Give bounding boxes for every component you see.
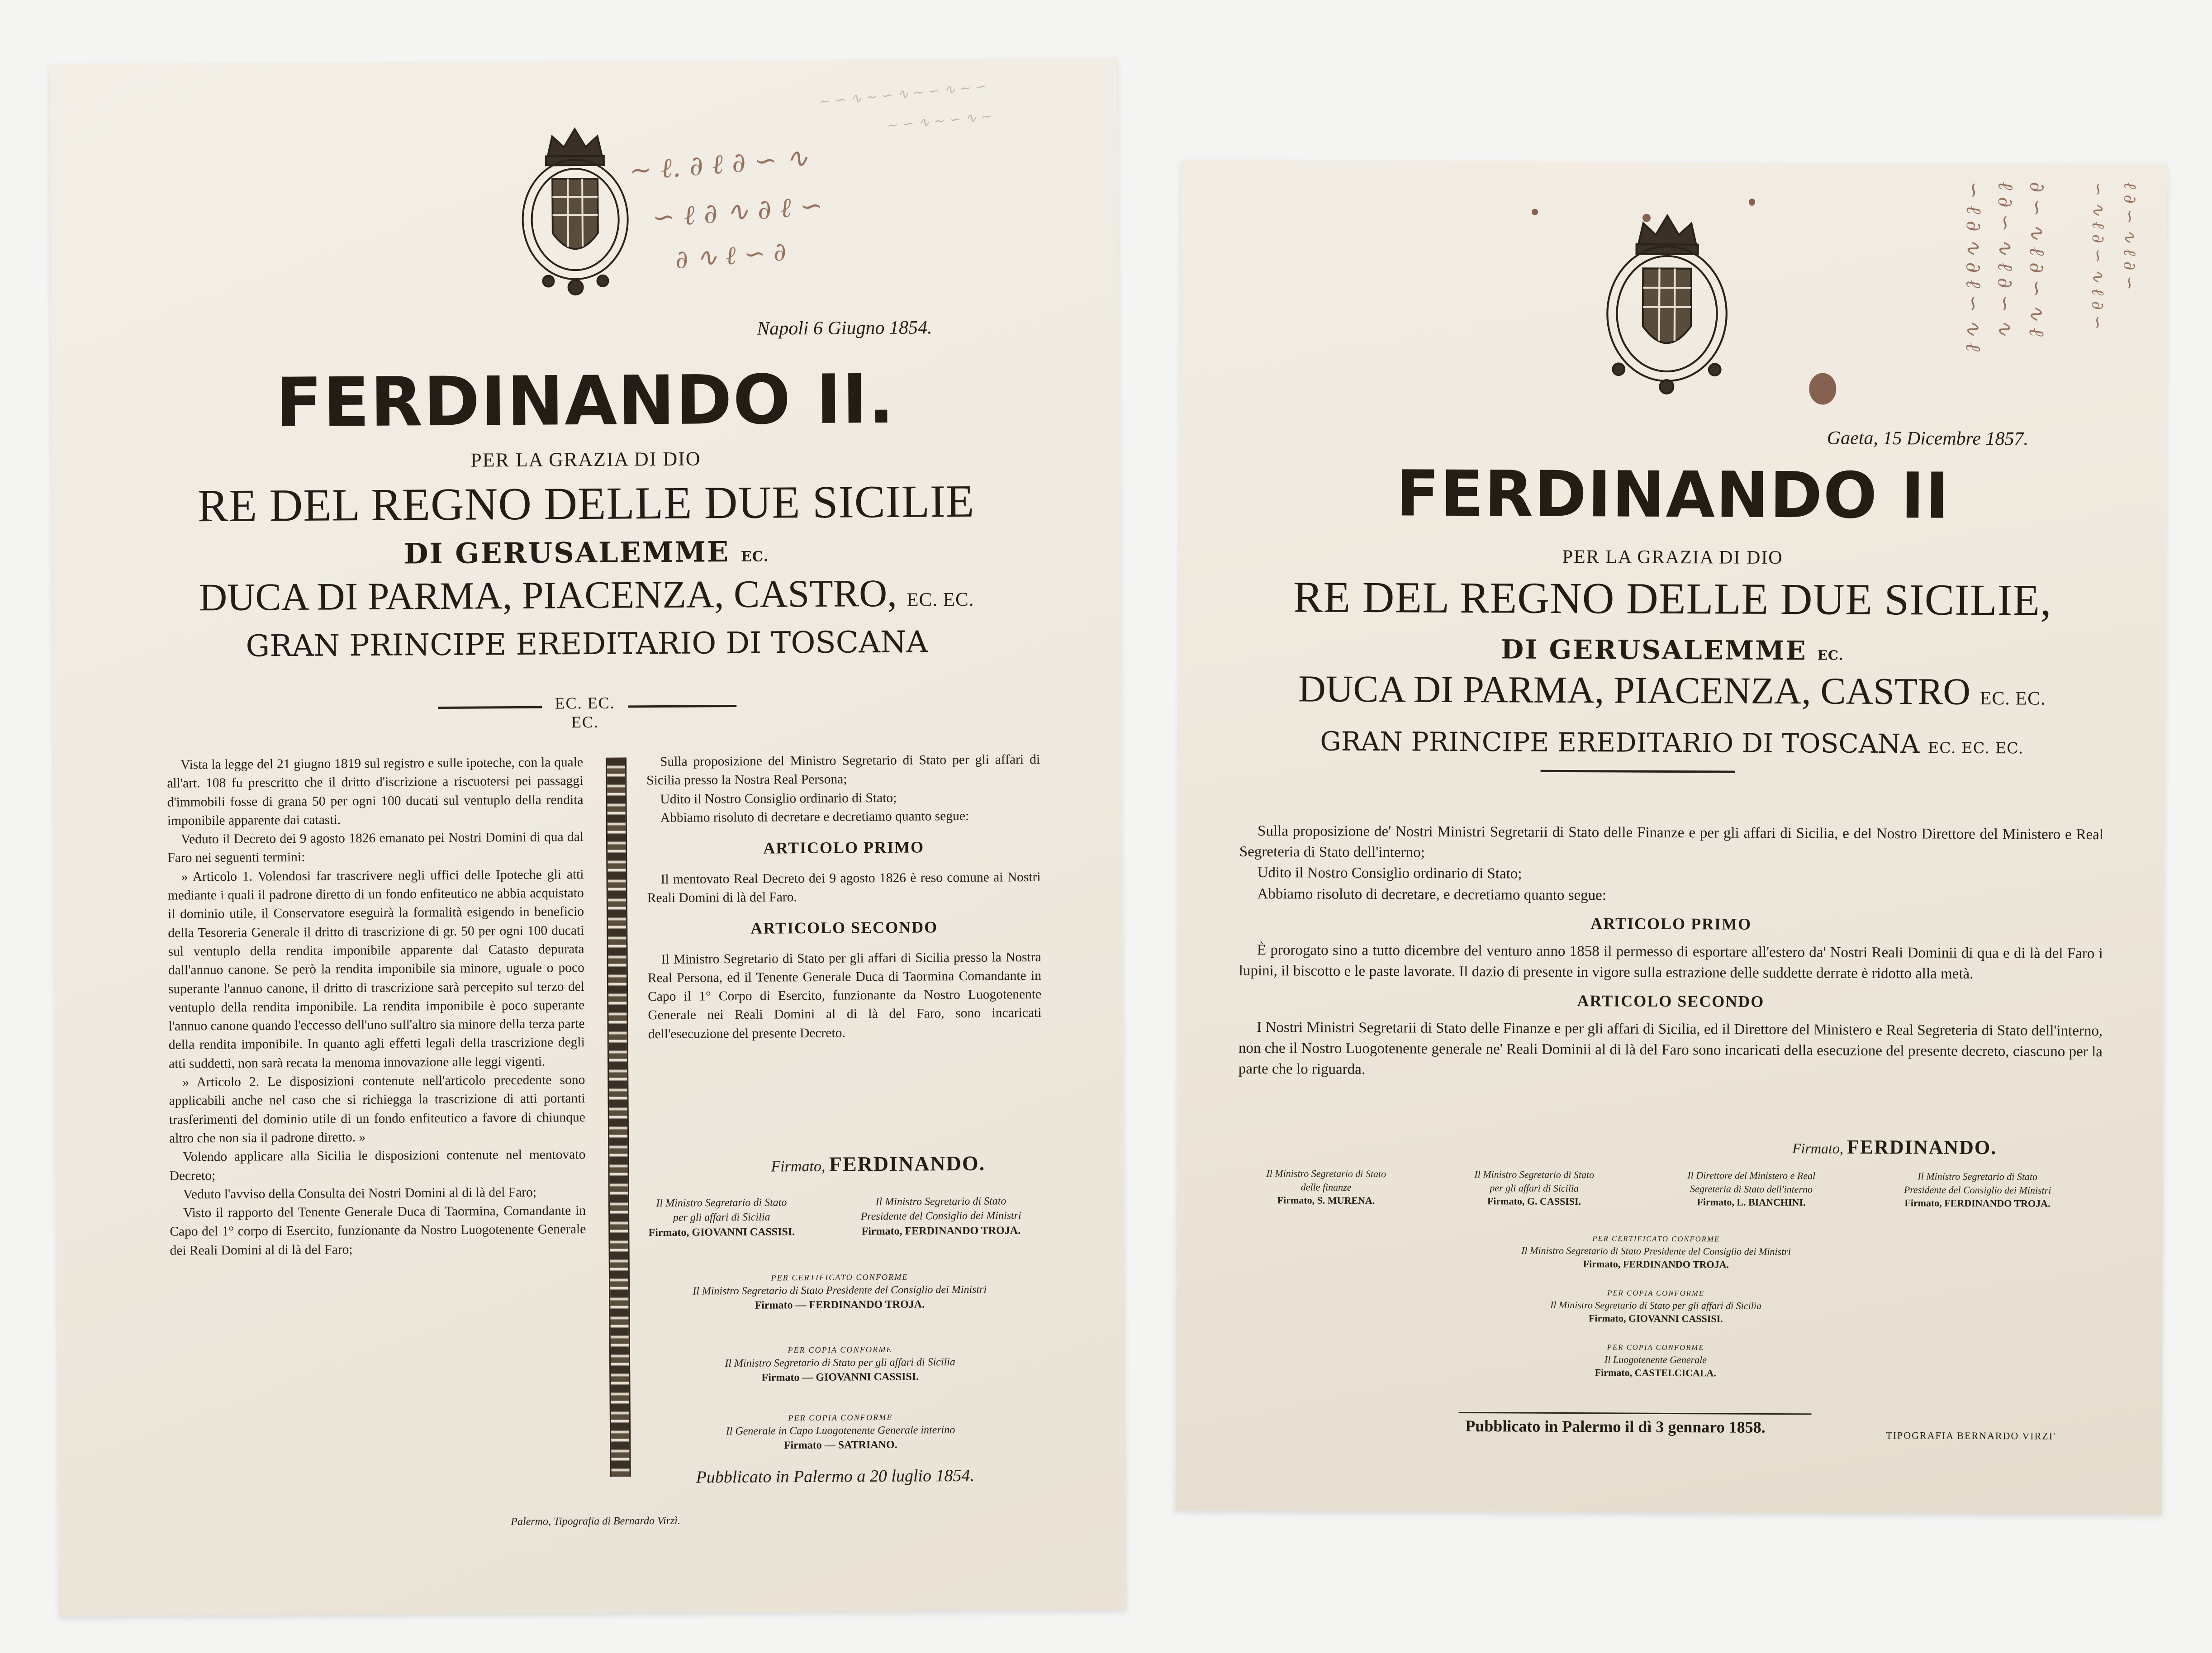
article-1-heading: ARTICOLO PRIMO (1590, 914, 1752, 933)
king-signature-name: FERDINANDO. (829, 1151, 986, 1176)
signature-name: Firmato, S. MURENA. (1277, 1194, 1375, 1206)
signature-name: Firmato, GIOVANNI CASSISI. (648, 1226, 795, 1239)
signature-line: per gli affari di Sicilia (1490, 1182, 1579, 1194)
grace-of-god-line: PER LA GRAZIA DI DIO (1562, 546, 1783, 569)
certification-signature: Firmato, FERDINANDO TROJA. (1583, 1258, 1729, 1270)
handwritten-note: ~ ℓ. ∂ ℓ ∂ ∽ ∿ (628, 142, 810, 187)
duchy-title-text: DUCA DI PARMA, PIACENZA, CASTRO, (199, 571, 897, 619)
publication-line: Pubblicato in Palermo a 20 luglio 1854. (696, 1466, 975, 1487)
intro-line: Udito il Nostro Consiglio ordinario di Stato; (660, 790, 897, 807)
handwritten-note: ℓ ∂ ∽ ∿ ℓ ∂ ∽ ∿ (1993, 181, 2018, 337)
preamble-paragraph: Visto il rapporto del Tenente Generale Duca di Taormina, Comandante in Capo del 1° corpo di Esercito, funzionante da Nostro Luogotenente Generale dei Reali Domini al di là del Faro; (170, 1203, 586, 1258)
signature-name: Firmato, L. BIANCHINI. (1697, 1196, 1806, 1208)
ornament-rule-left (438, 706, 542, 709)
jerusalem-title-text: DI GERUSALEMME (1500, 634, 1807, 666)
signature-line: Il Ministro Segretario di Stato (1266, 1168, 1386, 1180)
signature-line: Il Direttore del Ministero e Real (1687, 1169, 1816, 1182)
article-1-text: È prorogato sino a tutto dicembre del venturo anno 1858 il permesso di esportare all'estero da' Nostri Reali Dominii di qua e di là del Faro i lupini, il biscotto e le paste lavorate. Il dazio di presente in vigore sulla estrazione delle suddette derrate è ridotto alla metà. (1239, 942, 2103, 983)
tuscany-title-ec: EC. EC. EC. (1927, 739, 2024, 757)
certification-line: Il Generale in Capo Luogotenente Generale interino (726, 1424, 955, 1437)
certification-signature: Firmato — FERDINANDO TROJA. (755, 1298, 925, 1311)
article-2-text: I Nostri Ministri Segretarii di Stato delle Finanze e per gli affari di Sicilia, ed il Direttore del Ministero e Real Segreteria di Stato dell'interno, non che il Nostro Luogotenente generale ne' Reali Dominii al di là del Faro sono incaricati della esecuzione del presente decreto, ciascuno per la parte che lo riguarda. (1238, 1019, 2103, 1078)
signature-line: Presidente del Consiglio dei Ministri (860, 1210, 1021, 1223)
royal-signature (771, 1151, 985, 1177)
issue-date: Gaeta, 15 Dicembre 1857. (1827, 428, 2029, 450)
certification-1 (641, 1271, 1039, 1314)
intro-line: Sulla proposizione del Ministro Segretario di Stato per gli affari di Sicilia presso la Nostra Real Persona; (646, 752, 1040, 788)
duchy-title-text: DUCA DI PARMA, PIACENZA, CASTRO (1298, 668, 1971, 713)
certification-line: Il Ministro Segretario di Stato Presidente del Consiglio dei Ministri (693, 1283, 987, 1297)
certification-signature: Firmato — GIOVANNI CASSISI. (761, 1371, 919, 1384)
firmato-label: Firmato, (771, 1158, 826, 1175)
signature-line: Il Ministro Segretario di Stato (1474, 1168, 1595, 1181)
etcetera-line: EC. EC. EC. (555, 694, 615, 732)
certification-label: PER COPIA CONFORME (788, 1412, 893, 1423)
jerusalem-title (52, 533, 1120, 572)
ornament-rule-right (628, 705, 736, 708)
director-signature-bianchini (1647, 1168, 1855, 1210)
jerusalem-title-ec: EC. (740, 548, 769, 565)
ornament-rule (1541, 770, 1735, 773)
article-2-text: Il Ministro Segretario di Stato per gli affari di Sicilia presso la Nostra Real Persona, ed il Tenente Generale Duca di Taormina Comandante in Capo il 1° Corpo di Esercito, funzionante da Nostro Luogotenente Generale nei Reali Domini al di là del Faro, sono incaricati dell'esecuzione del presente Decreto. (647, 950, 1042, 1041)
printer-line: Palermo, Tipografia di Bernardo Virzì. (511, 1515, 681, 1528)
handwritten-note: ∽ ℓ ∂ ∿ ∂ ℓ ∽ (651, 189, 824, 234)
kingdom-title: RE DEL REGNO DELLE DUE SICILIE (197, 475, 975, 532)
duchy-title-ec: EC. EC. (907, 589, 974, 611)
handwritten-note: ∂ ∽ ∿ ℓ ∂ ∽ ∿ ℓ (2024, 181, 2050, 337)
sovereign-name: FERDINANDO II (1396, 457, 1950, 533)
royal-coat-of-arms-icon (502, 119, 648, 301)
preamble-paragraph: » Articolo 1. Volendosi far trascrivere negli uffici delle Ipoteche gli atti mediante i quali il padrone diretto di un fondo enfiteutico ne abbia acquistato il dominio utile, il Conservatore eseguirà la formalità esigendo in beneficio della Tesoreria Generale il dritto di trascrizione di gr. 50 per ogni 100 ducati sul ventuplo della rendita imponibile apparente dal Catasto depurata dall'annuo canone. Se però la rendita imponibile sia minore, uguale o poco superante l'annuo canone, il dritto di trascrizione sarà percepito sul terzo del ventuplo della rendita imponibile. La rendita imponibile è poco superante l'annuo canone quando l'eccesso dell'uno sull'altro sia minore della terza parte della rendita imponibile. In quanto agli effetti legali della trascrizione degli atti suddetti, non sarà recata la menoma innovazione alle leggi vigenti. (167, 867, 585, 1071)
certification-signature: Firmato — SATRIANO. (783, 1439, 897, 1452)
intro-line: Abbiamo risoluto di decretare e decretiamo quanto segue: (660, 808, 969, 825)
certification-signature: Firmato, GIOVANNI CASSISI. (1588, 1312, 1723, 1325)
column-divider-ornament (606, 757, 631, 1477)
signature-line: delle finanze (1301, 1181, 1352, 1193)
grace-of-god-line: PER LA GRAZIA DI DIO (470, 447, 701, 471)
certification-line: Il Ministro Segretario di Stato Presidente del Consiglio dei Ministri (1521, 1244, 1791, 1257)
handwritten-note: ~ ∽ ∿ ~ ∽ ∿ ~ (886, 108, 993, 134)
tuscany-title-text: GRAN PRINCIPE EREDITARIO DI TOSCANA (1320, 726, 1920, 760)
certification-label: PER COPIA CONFORME (1607, 1343, 1704, 1352)
certification-line: Il Ministro Segretario di Stato per gli affari di Sicilia (1550, 1299, 1762, 1311)
preamble-paragraph: Veduto l'avviso della Consulta dei Nostri Domini al di là del Faro; (183, 1185, 537, 1202)
minister-signature-murena (1222, 1167, 1430, 1208)
firmato-label: Firmato, (1792, 1140, 1843, 1157)
preamble-paragraph: Vista la legge del 21 giugno 1819 sul registro e sulle ipoteche, con la quale all'art. 108 fu prescritto che il dritto d'iscrizione a riscuotersi pei passaggi d'immobili fosse di grana 50 per ogni 100 ducati sul ventuplo della rendita imponibile apparente dai catasti. (167, 755, 584, 828)
tuscany-title (1179, 725, 2165, 760)
minister-signature-troja (1860, 1169, 2095, 1211)
certification-2 (641, 1343, 1040, 1386)
decree-1854 (50, 58, 1127, 1616)
minister-signature-troja (835, 1194, 1048, 1239)
preamble-paragraph: Volendo applicare alla Sicilia le disposizioni contenute nel mentovato Decreto; (169, 1147, 586, 1183)
certification-1 (1430, 1233, 1882, 1272)
handwritten-note: ℓ ∂ ∽ ∿ ℓ ∂ ∽ (2120, 182, 2141, 290)
decree-body (1239, 821, 2103, 1083)
decree-column (646, 750, 1042, 1044)
certification-line: Il Ministro Segretario di Stato per gli affari di Sicilia (725, 1356, 955, 1369)
royal-coat-of-arms-icon (1590, 204, 1744, 399)
duchy-title (52, 569, 1120, 621)
handwritten-note: ∽ ∿ ℓ ∂ ∽ ∿ ℓ ∂ ∽ (2088, 182, 2109, 330)
certification-3 (1429, 1342, 1882, 1381)
handwritten-note: ∽ ℓ ∂ ∿ ∂ ℓ ∽ ∿ ℓ (1961, 181, 1987, 352)
signature-line: Presidente del Consiglio dei Ministri (1903, 1183, 2051, 1196)
king-signature-name: FERDINANDO. (1846, 1135, 1997, 1159)
decree-1857 (1175, 160, 2167, 1514)
certification-label: PER CERTIFICATO CONFORME (771, 1272, 908, 1282)
article-1-text: Il mentovato Real Decreto dei 9 agosto 1826 è reso comune ai Nostri Reali Domini di là del Faro. (647, 869, 1041, 906)
tuscany-title: GRAN PRINCIPE EREDITARIO DI TOSCANA (246, 624, 928, 664)
article-2-heading: ARTICOLO SECONDO (1577, 991, 1765, 1011)
jerusalem-title-ec: EC. (1817, 647, 1844, 663)
signature-line: Segreteria di Stato dell'interno (1690, 1183, 1813, 1195)
preamble-paragraph: Veduto il Decreto dei 9 agosto 1826 emanato pei Nostri Domini di qua dal Faro nei seguenti termini: (167, 830, 584, 866)
intro-line: Udito il Nostro Consiglio ordinario di Stato; (1257, 864, 1522, 882)
royal-signature (1792, 1135, 1997, 1159)
certification-2 (1429, 1287, 1882, 1326)
issue-date: Napoli 6 Giugno 1854. (757, 317, 932, 339)
jerusalem-title-text: DI GERUSALEMME (403, 535, 730, 570)
signature-name: Firmato, FERDINANDO TROJA. (861, 1224, 1021, 1238)
signature-name: Firmato, FERDINANDO TROJA. (1904, 1197, 2051, 1210)
publication-rule (1458, 1412, 1811, 1415)
handwritten-note: ~ ∽ ∿ ~ ∽ ∿ ~ ∽ ∿ ~ ∽ (818, 78, 987, 110)
article-2-heading: ARTICOLO SECONDO (750, 918, 938, 937)
duchy-title (1179, 666, 2165, 715)
printer-line: TIPOGRAFIA BERNARDO VIRZI' (1886, 1430, 2056, 1442)
intro-line: Abbiamo risoluto di decretare, e decretiamo quanto segue: (1257, 885, 1607, 903)
certification-label: PER CERTIFICATO CONFORME (1592, 1234, 1720, 1244)
ink-stain (1532, 209, 1538, 215)
certification-3 (641, 1411, 1040, 1454)
signature-line: per gli affari di Sicilia (673, 1211, 770, 1224)
intro-line: Sulla proposizione de' Nostri Ministri Segretarii di Stato delle Finanze e per gli affari di Sicilia, e del Nostro Direttore del Ministero e Real Segreteria di Stato dell'interno; (1239, 823, 2104, 861)
ink-stain (1749, 199, 1755, 206)
sovereign-name: FERDINANDO II. (275, 360, 896, 443)
preamble-paragraph: » Articolo 2. Le disposizioni contenute nell'articolo precedente sono applicabili anche nel caso che si richiegga la trascrizione di atti portanti trasferimenti del dominio utile di un fondo enfiteutico a favore di chiunque altro che non sia il padrone diretto. » (169, 1073, 585, 1146)
certification-label: PER COPIA CONFORME (788, 1344, 892, 1355)
signature-line: Il Ministro Segretario di Stato (875, 1195, 1006, 1208)
handwritten-note: ∂ ∿ ℓ ∽ ∂ (674, 237, 788, 275)
minister-signature-cassisi (1430, 1168, 1638, 1209)
duchy-title-ec: EC. EC. (1979, 688, 2046, 709)
signature-name: Firmato, G. CASSISI. (1487, 1195, 1581, 1207)
preamble-column (167, 753, 586, 1260)
certification-label: PER COPIA CONFORME (1607, 1288, 1705, 1298)
signature-line: Il Ministro Segretario di Stato (656, 1197, 787, 1210)
certification-line: Il Luogotenente Generale (1604, 1353, 1707, 1365)
minister-signature-cassisi (617, 1195, 826, 1240)
certification-signature: Firmato, CASTELCICALA. (1595, 1367, 1717, 1379)
article-1-heading: ARTICOLO PRIMO (763, 838, 925, 857)
ink-stain (1809, 373, 1836, 404)
kingdom-title: RE DEL REGNO DELLE DUE SICILIE, (1293, 573, 2052, 625)
signature-line: Il Ministro Segretario di Stato (1918, 1170, 2038, 1183)
publication-line: Pubblicato in Palermo il dì 3 gennaro 1858. (1465, 1417, 1766, 1436)
jerusalem-title (1179, 632, 2165, 668)
